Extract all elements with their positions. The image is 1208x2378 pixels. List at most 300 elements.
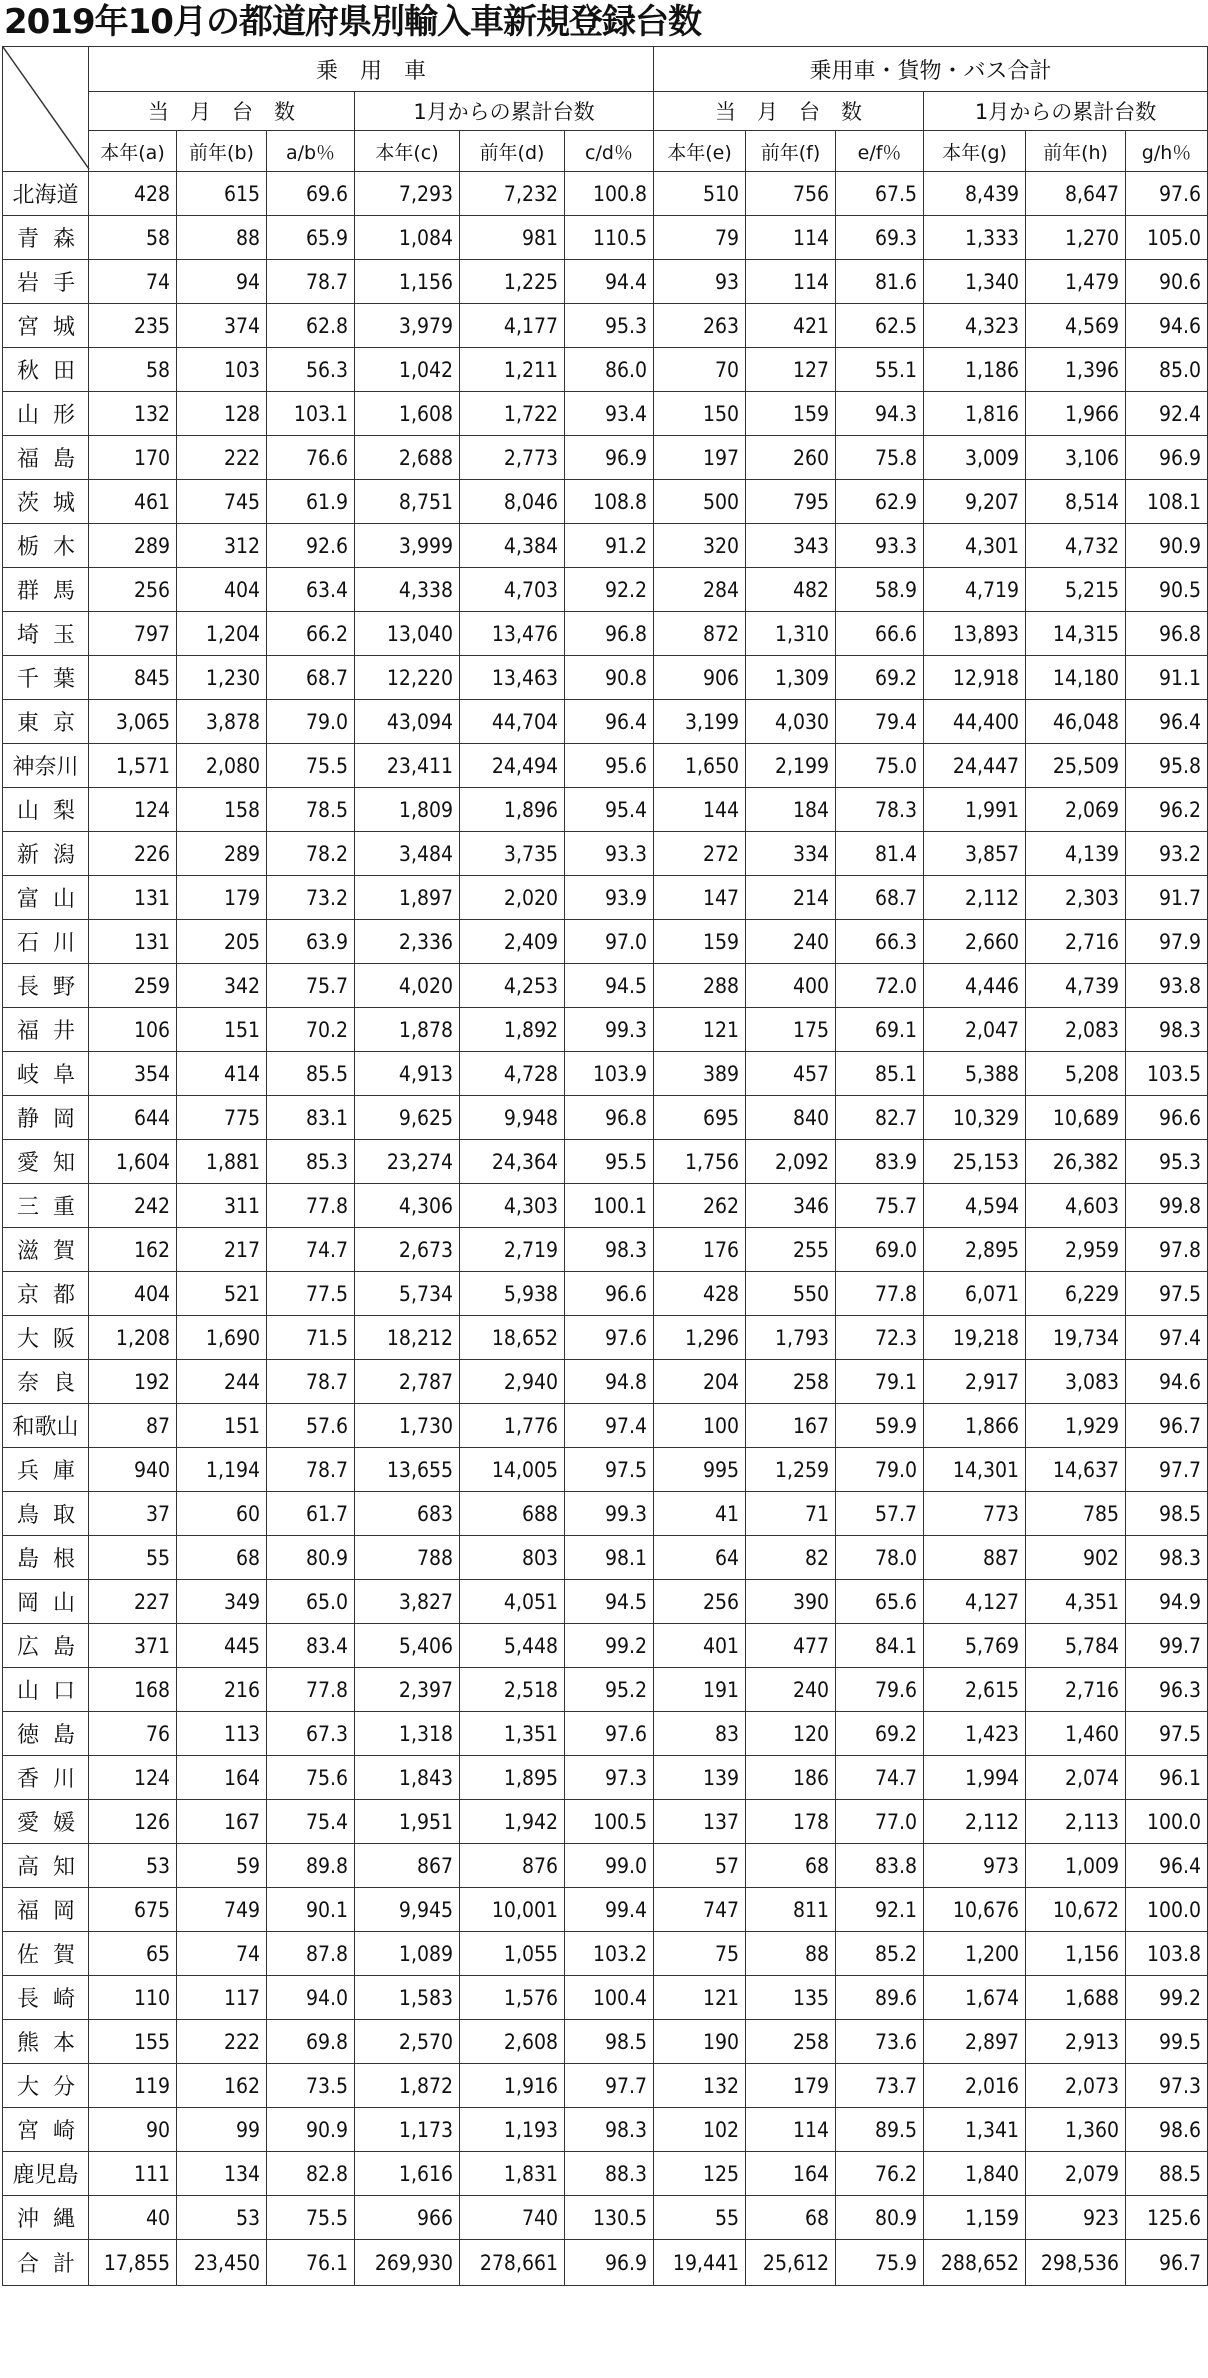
value-cell: 79.0 — [836, 1448, 924, 1492]
value-cell: 96.4 — [565, 700, 654, 744]
table-row — [3, 2152, 1208, 2196]
col-header: 本年(e) — [654, 131, 746, 172]
value-cell: 69.0 — [836, 1228, 924, 1272]
value-cell: 46,048 — [1026, 700, 1126, 744]
value-cell: 1,616 — [355, 2152, 460, 2196]
table-row — [3, 1140, 1208, 1184]
value-cell: 100 — [654, 1404, 746, 1448]
value-cell: 96.8 — [1126, 612, 1208, 656]
value-cell: 75.9 — [836, 2240, 924, 2286]
value-cell: 190 — [654, 2020, 746, 2064]
value-cell: 97.5 — [1126, 1712, 1208, 1756]
value-cell: 2,083 — [1026, 1008, 1126, 1052]
value-cell: 95.3 — [565, 304, 654, 348]
value-cell: 3,106 — [1026, 436, 1126, 480]
value-cell: 68.7 — [836, 876, 924, 920]
value-cell: 94.3 — [836, 392, 924, 436]
value-cell: 44,400 — [924, 700, 1026, 744]
value-cell: 59 — [177, 1844, 267, 1888]
value-cell: 75.7 — [267, 964, 355, 1008]
value-cell: 134 — [177, 2152, 267, 2196]
value-cell: 70.2 — [267, 1008, 355, 1052]
value-cell: 445 — [177, 1624, 267, 1668]
value-cell: 93.2 — [1126, 832, 1208, 876]
value-cell: 167 — [746, 1404, 836, 1448]
table-row — [3, 876, 1208, 920]
value-cell: 342 — [177, 964, 267, 1008]
col-header: c/d％ — [565, 131, 654, 172]
value-cell: 89.6 — [836, 1976, 924, 2020]
value-cell: 1,211 — [460, 348, 565, 392]
col-header: 前年(f) — [746, 131, 836, 172]
prefecture-name: 長崎 — [3, 1976, 89, 2020]
value-cell: 5,448 — [460, 1624, 565, 1668]
value-cell: 2,397 — [355, 1668, 460, 1712]
value-cell: 1,897 — [355, 876, 460, 920]
table-row — [3, 436, 1208, 480]
value-cell: 1,333 — [924, 216, 1026, 260]
value-cell: 428 — [89, 172, 177, 216]
value-cell: 1,776 — [460, 1404, 565, 1448]
value-cell: 7,293 — [355, 172, 460, 216]
value-cell: 1,340 — [924, 260, 1026, 304]
prefecture-name: 岩手 — [3, 260, 89, 304]
value-cell: 2,615 — [924, 1668, 1026, 1712]
value-cell: 131 — [89, 920, 177, 964]
prefecture-name: 香川 — [3, 1756, 89, 1800]
value-cell: 2,518 — [460, 1668, 565, 1712]
value-cell: 97.6 — [1126, 172, 1208, 216]
value-cell: 73.5 — [267, 2064, 355, 2108]
prefecture-name: 鹿児島 — [3, 2152, 89, 2196]
value-cell: 695 — [654, 1096, 746, 1140]
value-cell: 374 — [177, 304, 267, 348]
table-body — [3, 172, 1208, 2286]
value-cell: 162 — [89, 1228, 177, 1272]
prefecture-name: 高知 — [3, 1844, 89, 1888]
value-cell: 256 — [89, 568, 177, 612]
prefecture-name: 島根 — [3, 1536, 89, 1580]
prefecture-name: 埼玉 — [3, 612, 89, 656]
value-cell: 95.2 — [565, 1668, 654, 1712]
value-cell: 74 — [177, 1932, 267, 1976]
value-cell: 1,583 — [355, 1976, 460, 2020]
value-cell: 2,016 — [924, 2064, 1026, 2108]
value-cell: 191 — [654, 1668, 746, 1712]
value-cell: 53 — [177, 2196, 267, 2240]
value-cell: 2,895 — [924, 1228, 1026, 1272]
table-row — [3, 524, 1208, 568]
value-cell: 4,301 — [924, 524, 1026, 568]
table-row — [3, 568, 1208, 612]
value-cell: 222 — [177, 436, 267, 480]
value-cell: 12,918 — [924, 656, 1026, 700]
value-cell: 2,303 — [1026, 876, 1126, 920]
value-cell: 95.8 — [1126, 744, 1208, 788]
value-cell: 227 — [89, 1580, 177, 1624]
value-cell: 5,769 — [924, 1624, 1026, 1668]
value-cell: 1,309 — [746, 656, 836, 700]
value-cell: 13,893 — [924, 612, 1026, 656]
value-cell: 8,439 — [924, 172, 1026, 216]
value-cell: 75.6 — [267, 1756, 355, 1800]
value-cell: 214 — [746, 876, 836, 920]
value-cell: 4,051 — [460, 1580, 565, 1624]
value-cell: 644 — [89, 1096, 177, 1140]
value-cell: 94.0 — [267, 1976, 355, 2020]
value-cell: 4,177 — [460, 304, 565, 348]
value-cell: 24,494 — [460, 744, 565, 788]
prefecture-name: 静岡 — [3, 1096, 89, 1140]
value-cell: 98.3 — [565, 2108, 654, 2152]
value-cell: 803 — [460, 1536, 565, 1580]
corner-cell — [3, 47, 89, 172]
value-cell: 14,301 — [924, 1448, 1026, 1492]
value-cell: 95.4 — [565, 788, 654, 832]
value-cell: 92.6 — [267, 524, 355, 568]
value-cell: 2,787 — [355, 1360, 460, 1404]
prefecture-name: 山形 — [3, 392, 89, 436]
value-cell: 5,388 — [924, 1052, 1026, 1096]
value-cell: 785 — [1026, 1492, 1126, 1536]
table-row — [3, 1756, 1208, 1800]
table-row — [3, 2108, 1208, 2152]
value-cell: 259 — [89, 964, 177, 1008]
value-cell: 97.6 — [565, 1316, 654, 1360]
col-header: 前年(h) — [1026, 131, 1126, 172]
value-cell: 747 — [654, 1888, 746, 1932]
value-cell: 90.8 — [565, 656, 654, 700]
value-cell: 77.8 — [267, 1668, 355, 1712]
value-cell: 461 — [89, 480, 177, 524]
prefecture-name: 東京 — [3, 700, 89, 744]
value-cell: 137 — [654, 1800, 746, 1844]
value-cell: 389 — [654, 1052, 746, 1096]
value-cell: 93.3 — [836, 524, 924, 568]
value-cell: 1,009 — [1026, 1844, 1126, 1888]
value-cell: 96.9 — [565, 436, 654, 480]
value-cell: 83.4 — [267, 1624, 355, 1668]
table-row — [3, 480, 1208, 524]
value-cell: 1,084 — [355, 216, 460, 260]
value-cell: 74.7 — [267, 1228, 355, 1272]
value-cell: 9,625 — [355, 1096, 460, 1140]
table-row — [3, 612, 1208, 656]
value-cell: 1,396 — [1026, 348, 1126, 392]
value-cell: 124 — [89, 1756, 177, 1800]
value-cell: 127 — [746, 348, 836, 392]
table-row — [3, 1052, 1208, 1096]
value-cell: 88 — [177, 216, 267, 260]
value-cell: 1,604 — [89, 1140, 177, 1184]
value-cell: 2,020 — [460, 876, 565, 920]
prefecture-name: 熊本 — [3, 2020, 89, 2064]
value-cell: 124 — [89, 788, 177, 832]
value-cell: 3,999 — [355, 524, 460, 568]
value-cell: 70 — [654, 348, 746, 392]
value-cell: 73.2 — [267, 876, 355, 920]
value-cell: 82.8 — [267, 2152, 355, 2196]
value-cell: 995 — [654, 1448, 746, 1492]
value-cell: 79.4 — [836, 700, 924, 744]
value-cell: 5,215 — [1026, 568, 1126, 612]
value-cell: 110.5 — [565, 216, 654, 260]
value-cell: 1,173 — [355, 2108, 460, 2152]
value-cell: 62.8 — [267, 304, 355, 348]
table-row — [3, 1096, 1208, 1140]
value-cell: 91.7 — [1126, 876, 1208, 920]
value-cell: 740 — [460, 2196, 565, 2240]
value-cell: 97.5 — [565, 1448, 654, 1492]
value-cell: 1,840 — [924, 2152, 1026, 2196]
value-cell: 99.3 — [565, 1008, 654, 1052]
value-cell: 226 — [89, 832, 177, 876]
value-cell: 289 — [177, 832, 267, 876]
value-cell: 119 — [89, 2064, 177, 2108]
col-header: 前年(b) — [177, 131, 267, 172]
value-cell: 95.5 — [565, 1140, 654, 1184]
value-cell: 550 — [746, 1272, 836, 1316]
value-cell: 99.8 — [1126, 1184, 1208, 1228]
value-cell: 19,734 — [1026, 1316, 1126, 1360]
value-cell: 66.6 — [836, 612, 924, 656]
value-cell: 19,441 — [654, 2240, 746, 2286]
total-row — [3, 2240, 1208, 2286]
value-cell: 74.7 — [836, 1756, 924, 1800]
table-row — [3, 1976, 1208, 2020]
value-cell: 6,229 — [1026, 1272, 1126, 1316]
prefecture-name: 山梨 — [3, 788, 89, 832]
value-cell: 77.8 — [267, 1184, 355, 1228]
value-cell: 2,608 — [460, 2020, 565, 2064]
prefecture-name: 佐賀 — [3, 1932, 89, 1976]
value-cell: 103.8 — [1126, 1932, 1208, 1976]
value-cell: 37 — [89, 1492, 177, 1536]
value-cell: 114 — [746, 260, 836, 304]
value-cell: 96.8 — [565, 612, 654, 656]
table-row — [3, 1448, 1208, 1492]
value-cell: 100.8 — [565, 172, 654, 216]
value-cell: 99.0 — [565, 1844, 654, 1888]
value-cell: 97.7 — [565, 2064, 654, 2108]
value-cell: 192 — [89, 1360, 177, 1404]
value-cell: 9,207 — [924, 480, 1026, 524]
table-row — [3, 1316, 1208, 1360]
header-cum-all: 1月からの累計台数 — [924, 92, 1208, 131]
value-cell: 311 — [177, 1184, 267, 1228]
value-cell: 1,896 — [460, 788, 565, 832]
value-cell: 71 — [746, 1492, 836, 1536]
table-row — [3, 700, 1208, 744]
prefecture-name: 京都 — [3, 1272, 89, 1316]
value-cell: 98.3 — [565, 1228, 654, 1272]
value-cell: 457 — [746, 1052, 836, 1096]
prefecture-name: 石川 — [3, 920, 89, 964]
value-cell: 1,929 — [1026, 1404, 1126, 1448]
value-cell: 102 — [654, 2108, 746, 2152]
table-row — [3, 832, 1208, 876]
value-cell: 69.2 — [836, 656, 924, 700]
value-cell: 756 — [746, 172, 836, 216]
value-cell: 13,476 — [460, 612, 565, 656]
value-cell: 10,001 — [460, 1888, 565, 1932]
value-cell: 3,735 — [460, 832, 565, 876]
value-cell: 1,423 — [924, 1712, 1026, 1756]
value-cell: 97.8 — [1126, 1228, 1208, 1272]
col-header: a/b％ — [267, 131, 355, 172]
value-cell: 96.7 — [1126, 1404, 1208, 1448]
value-cell: 18,212 — [355, 1316, 460, 1360]
value-cell: 69.1 — [836, 1008, 924, 1052]
table-row — [3, 172, 1208, 216]
value-cell: 14,005 — [460, 1448, 565, 1492]
value-cell: 23,450 — [177, 2240, 267, 2286]
value-cell: 75.7 — [836, 1184, 924, 1228]
value-cell: 2,959 — [1026, 1228, 1126, 1272]
header-all-vehicles: 乗用車・貨物・バス合計 — [654, 47, 1208, 92]
value-cell: 4,728 — [460, 1052, 565, 1096]
prefecture-name: 秋田 — [3, 348, 89, 392]
value-cell: 78.0 — [836, 1536, 924, 1580]
value-cell: 81.4 — [836, 832, 924, 876]
value-cell: 973 — [924, 1844, 1026, 1888]
value-cell: 96.4 — [1126, 1844, 1208, 1888]
table-row — [3, 2020, 1208, 2064]
value-cell: 14,180 — [1026, 656, 1126, 700]
value-cell: 76.1 — [267, 2240, 355, 2286]
value-cell: 79 — [654, 216, 746, 260]
value-cell: 73.7 — [836, 2064, 924, 2108]
value-cell: 121 — [654, 1976, 746, 2020]
value-cell: 4,338 — [355, 568, 460, 612]
table-row — [3, 1492, 1208, 1536]
value-cell: 7,232 — [460, 172, 565, 216]
page-title: 2019年10月の都道府県別輸入車新規登録台数 — [4, 2, 701, 42]
value-cell: 4,603 — [1026, 1184, 1126, 1228]
value-cell: 2,092 — [746, 1140, 836, 1184]
value-cell: 62.9 — [836, 480, 924, 524]
table-row — [3, 2064, 1208, 2108]
value-cell: 100.1 — [565, 1184, 654, 1228]
value-cell: 99.7 — [1126, 1624, 1208, 1668]
value-cell: 78.3 — [836, 788, 924, 832]
value-cell: 81.6 — [836, 260, 924, 304]
prefecture-name: 大阪 — [3, 1316, 89, 1360]
value-cell: 2,409 — [460, 920, 565, 964]
value-cell: 2,719 — [460, 1228, 565, 1272]
table-row — [3, 1800, 1208, 1844]
value-cell: 1,351 — [460, 1712, 565, 1756]
value-cell: 2,570 — [355, 2020, 460, 2064]
value-cell: 94 — [177, 260, 267, 304]
prefecture-name: 三重 — [3, 1184, 89, 1228]
value-cell: 371 — [89, 1624, 177, 1668]
value-cell: 97.9 — [1126, 920, 1208, 964]
value-cell: 73.6 — [836, 2020, 924, 2064]
value-cell: 26,382 — [1026, 1140, 1126, 1184]
prefecture-name: 奈良 — [3, 1360, 89, 1404]
value-cell: 82.7 — [836, 1096, 924, 1140]
value-cell: 130.5 — [565, 2196, 654, 2240]
value-cell: 90.5 — [1126, 568, 1208, 612]
value-cell: 132 — [89, 392, 177, 436]
value-cell: 1,730 — [355, 1404, 460, 1448]
value-cell: 98.6 — [1126, 2108, 1208, 2152]
value-cell: 139 — [654, 1756, 746, 1800]
value-cell: 93 — [654, 260, 746, 304]
value-cell: 93.3 — [565, 832, 654, 876]
value-cell: 85.1 — [836, 1052, 924, 1096]
value-cell: 17,855 — [89, 2240, 177, 2286]
table-row — [3, 1184, 1208, 1228]
value-cell: 1,576 — [460, 1976, 565, 2020]
value-cell: 75.4 — [267, 1800, 355, 1844]
value-cell: 90.1 — [267, 1888, 355, 1932]
value-cell: 151 — [177, 1008, 267, 1052]
value-cell: 2,940 — [460, 1360, 565, 1404]
value-cell: 69.2 — [836, 1712, 924, 1756]
value-cell: 749 — [177, 1888, 267, 1932]
value-cell: 260 — [746, 436, 836, 480]
value-cell: 100.0 — [1126, 1888, 1208, 1932]
value-cell: 269,930 — [355, 2240, 460, 2286]
value-cell: 284 — [654, 568, 746, 612]
value-cell: 400 — [746, 964, 836, 1008]
value-cell: 298,536 — [1026, 2240, 1126, 2286]
value-cell: 83.9 — [836, 1140, 924, 1184]
value-cell: 12,220 — [355, 656, 460, 700]
value-cell: 278,661 — [460, 2240, 565, 2286]
prefecture-name: 山口 — [3, 1668, 89, 1712]
value-cell: 75 — [654, 1932, 746, 1976]
value-cell: 168 — [89, 1668, 177, 1712]
value-cell: 2,079 — [1026, 2152, 1126, 2196]
value-cell: 3,199 — [654, 700, 746, 744]
value-cell: 4,253 — [460, 964, 565, 1008]
value-cell: 88.3 — [565, 2152, 654, 2196]
value-cell: 85.2 — [836, 1932, 924, 1976]
value-cell: 179 — [746, 2064, 836, 2108]
value-cell: 1,951 — [355, 1800, 460, 1844]
value-cell: 5,208 — [1026, 1052, 1126, 1096]
value-cell: 97.6 — [565, 1712, 654, 1756]
value-cell: 80.9 — [267, 1536, 355, 1580]
table-row — [3, 1272, 1208, 1316]
value-cell: 521 — [177, 1272, 267, 1316]
value-cell: 1,966 — [1026, 392, 1126, 436]
prefecture-name: 和歌山 — [3, 1404, 89, 1448]
value-cell: 500 — [654, 480, 746, 524]
value-cell: 4,703 — [460, 568, 565, 612]
value-cell: 75.5 — [267, 744, 355, 788]
value-cell: 745 — [177, 480, 267, 524]
value-cell: 84.1 — [836, 1624, 924, 1668]
value-cell: 68.7 — [267, 656, 355, 700]
value-cell: 87 — [89, 1404, 177, 1448]
value-cell: 58.9 — [836, 568, 924, 612]
value-cell: 164 — [746, 2152, 836, 2196]
value-cell: 1,793 — [746, 1316, 836, 1360]
value-cell: 135 — [746, 1976, 836, 2020]
value-cell: 98.5 — [565, 2020, 654, 2064]
value-cell: 75.8 — [836, 436, 924, 480]
value-cell: 88 — [746, 1932, 836, 1976]
value-cell: 4,569 — [1026, 304, 1126, 348]
value-cell: 222 — [177, 2020, 267, 2064]
header-month-all: 当 月 台 数 — [654, 92, 924, 131]
value-cell: 56.3 — [267, 348, 355, 392]
value-cell: 482 — [746, 568, 836, 612]
